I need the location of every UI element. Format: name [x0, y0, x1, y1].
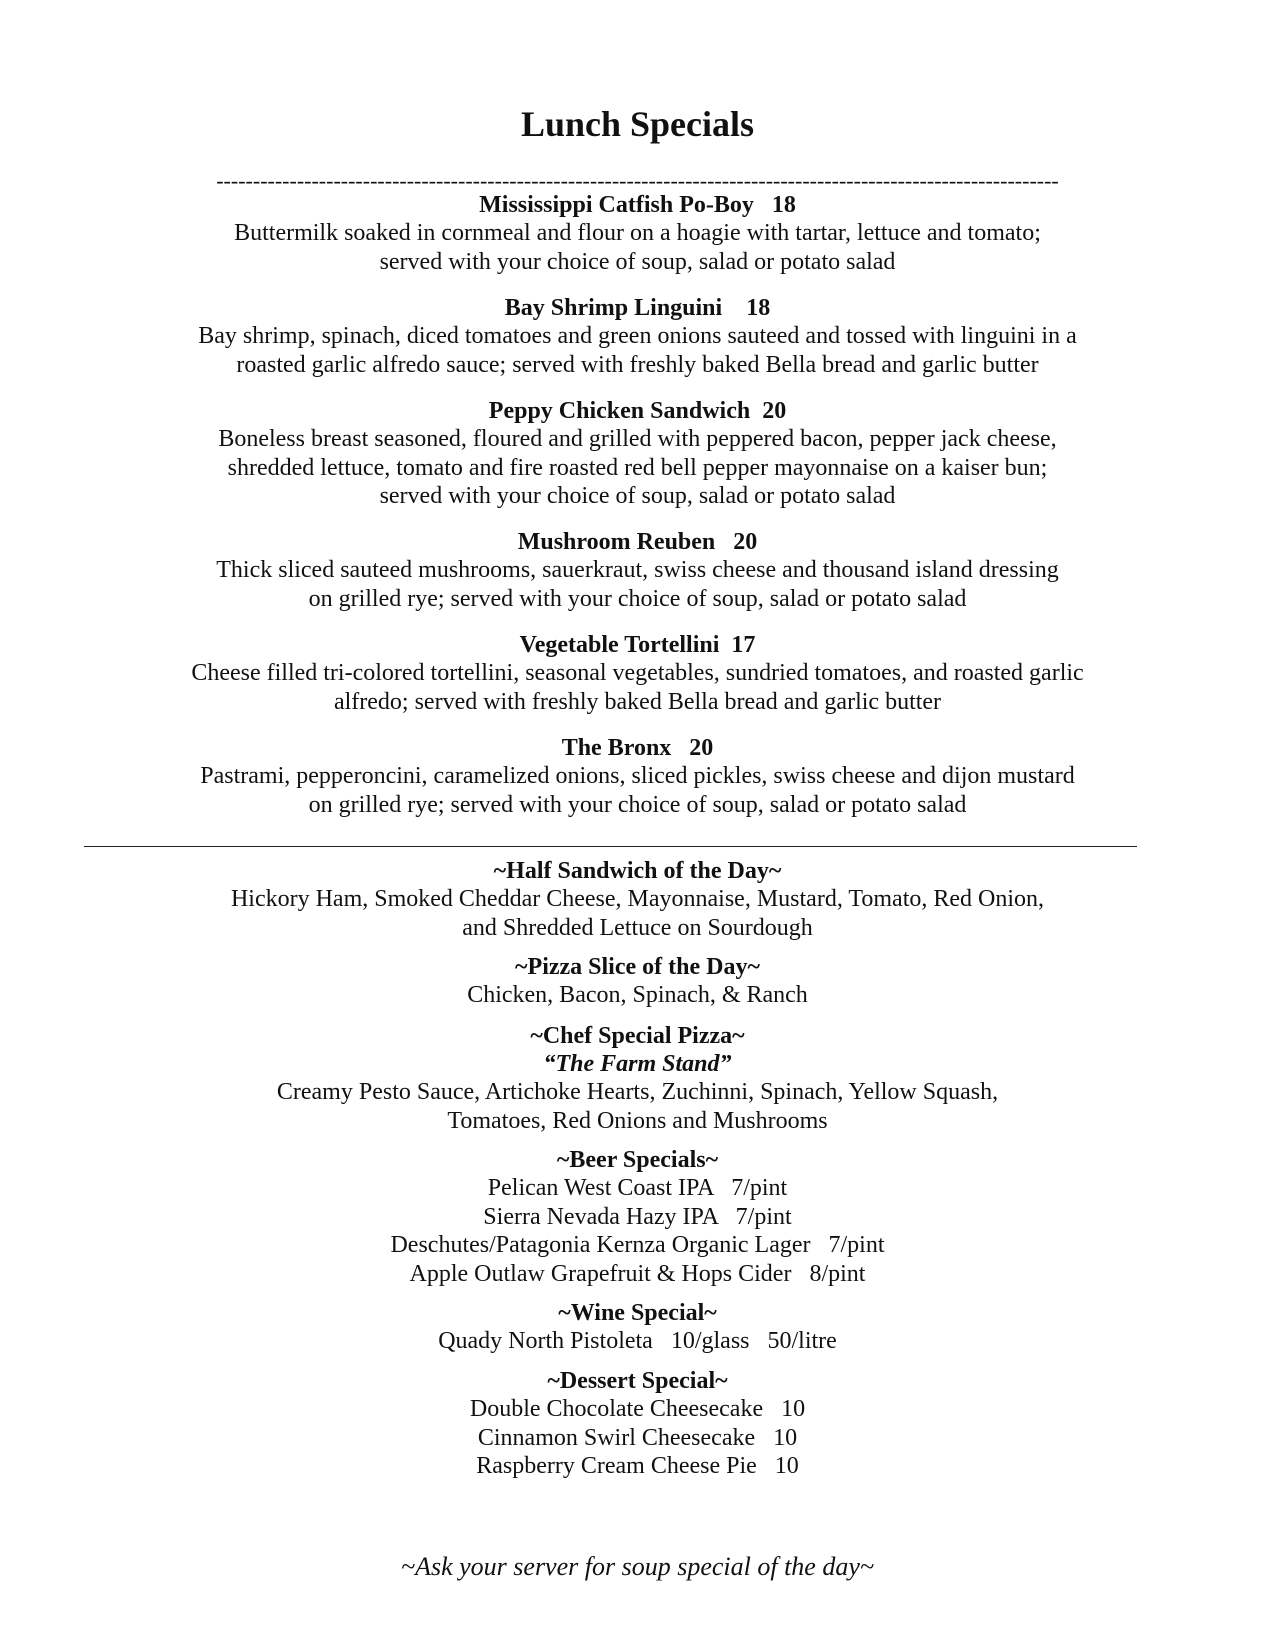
dashed-divider: ------------------------------------------------------------------------------------------------------------------- [216, 168, 1059, 193]
section-heading: ~Wine Special~ [558, 1300, 717, 1326]
special-catfish-po-boy [0, 191, 1275, 276]
special-the-bronx [0, 734, 1275, 819]
item-desc-line: shredded lettuce, tomato and fire roasted red bell pepper mayonnaise on a kaiser bun; [227, 454, 1048, 481]
item-desc-line: roasted garlic alfredo sauce; served with freshly baked Bella bread and garlic butter [236, 351, 1039, 378]
item-name: Mushroom Reuben 20 [517, 529, 758, 555]
item-desc-line: Thick sliced sauteed mushrooms, sauerkraut, swiss cheese and thousand island dressing [216, 557, 1059, 583]
item-name: Peppy Chicken Sandwich 20 [488, 398, 787, 424]
item-desc-line: served with your choice of soup, salad or potato salad [379, 248, 896, 275]
item-desc-line: on grilled rye; served with your choice of soup, salad or potato salad [308, 585, 967, 612]
page-title: Lunch Specials [520, 104, 755, 144]
pizza-slice-section [0, 953, 1275, 1010]
chef-pizza-section [0, 1022, 1275, 1135]
item-desc-line: Bay shrimp, spinach, diced tomatoes and green onions sauteed and tossed with linguini in a [198, 323, 1077, 349]
special-vegetable-tortellini [0, 631, 1275, 716]
item-name: Bay Shrimp Linguini 18 [504, 295, 771, 321]
special-bay-shrimp-linguini [0, 294, 1275, 379]
section-heading: ~Beer Specials~ [556, 1147, 719, 1173]
item-desc-line: served with your choice of soup, salad or potato salad [379, 483, 896, 509]
special-mushroom-reuben [0, 528, 1275, 613]
item-desc-line: Boneless breast seasoned, floured and grilled with peppered bacon, pepper jack cheese, [218, 426, 1057, 452]
section-line: Cinnamon Swirl Cheesecake 10 [477, 1424, 798, 1451]
section-heading: ~Pizza Slice of the Day~ [515, 954, 760, 980]
item-desc-line: on grilled rye; served with your choice of soup, salad or potato salad [308, 791, 967, 818]
item-name: The Bronx 20 [561, 735, 714, 761]
section-line: Creamy Pesto Sauce, Artichoke Hearts, Zuchinni, Spinach, Yellow Squash, [276, 1079, 999, 1105]
section-line: Double Chocolate Cheesecake 10 [469, 1396, 806, 1422]
item-name: Vegetable Tortellini 17 [519, 632, 756, 658]
pizza-name: “The Farm Stand” [543, 1051, 732, 1077]
beer-specials-section [0, 1146, 1275, 1288]
section-line: Tomatoes, Red Onions and Mushrooms [447, 1107, 828, 1134]
special-peppy-chicken-sandwich [0, 397, 1275, 511]
section-line: Apple Outlaw Grapefruit & Hops Cider 8/pint [409, 1260, 866, 1287]
section-line: Raspberry Cream Cheese Pie 10 [476, 1453, 799, 1479]
section-line: Hickory Ham, Smoked Cheddar Cheese, Mayonnaise, Mustard, Tomato, Red Onion, [230, 886, 1045, 912]
half-sandwich-section [0, 857, 1275, 942]
section-heading: ~Chef Special Pizza~ [530, 1023, 745, 1049]
item-desc-line: Pastrami, pepperoncini, caramelized onions, sliced pickles, swiss cheese and dijon mustard [200, 763, 1075, 789]
dessert-special-section [0, 1367, 1275, 1481]
section-heading: ~Half Sandwich of the Day~ [493, 858, 782, 884]
section-heading: ~Dessert Special~ [547, 1368, 728, 1394]
section-line: Pelican West Coast IPA 7/pint [487, 1175, 788, 1201]
section-line: Deschutes/Patagonia Kernza Organic Lager 7/pint [390, 1232, 885, 1258]
item-name: Mississippi Catfish Po-Boy 18 [479, 192, 796, 218]
item-desc-line: Cheese filled tri-colored tortellini, seasonal vegetables, sundried tomatoes, and roasted garlic [191, 660, 1084, 686]
section-line: Sierra Nevada Hazy IPA 7/pint [483, 1203, 792, 1230]
item-desc-line: alfredo; served with freshly baked Bella bread and garlic butter [333, 688, 942, 715]
wine-special-section [0, 1299, 1275, 1356]
soup-special-note: ~Ask your server for soup special of the day~ [401, 1552, 874, 1581]
section-line: Quady North Pistoleta 10/glass 50/litre [438, 1328, 837, 1354]
section-line: and Shredded Lettuce on Sourdough [462, 914, 813, 941]
item-desc-line: Buttermilk soaked in cornmeal and flour on a hoagie with tartar, lettuce and tomato; [234, 220, 1041, 246]
section-divider [84, 846, 1137, 847]
section-line: Chicken, Bacon, Spinach, & Ranch [467, 982, 808, 1008]
